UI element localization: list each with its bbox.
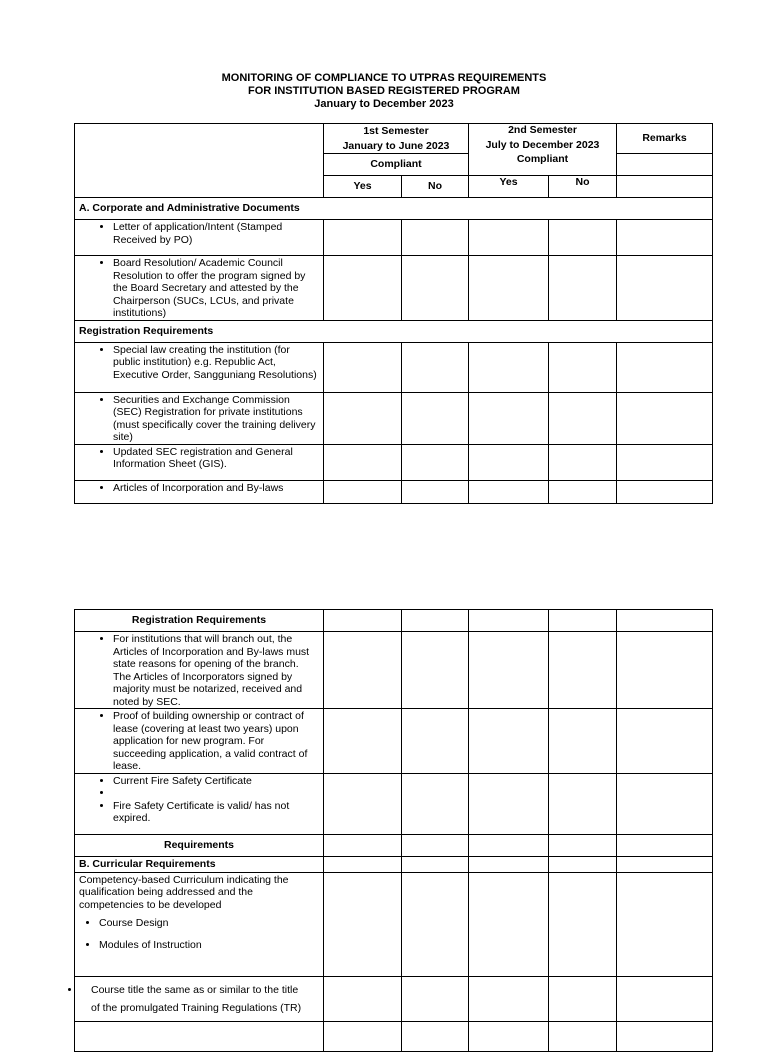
empty-cell [469, 856, 549, 872]
header-subtitle: FOR INSTITUTION BASED REGISTERED PROGRAM [248, 85, 520, 97]
sem1-header [324, 124, 469, 154]
empty-cell [549, 444, 617, 480]
course-title-line-2: of the promulgated Training Regulations (TR) [91, 1001, 302, 1014]
empty-cell [617, 342, 713, 392]
sem1-range: January to June 2023 [342, 139, 450, 152]
empty-cell [469, 392, 549, 444]
empty-cell [617, 392, 713, 444]
list-item: • Current Fire Safety Certificate [113, 775, 319, 788]
remarks-header: Remarks [617, 124, 713, 154]
empty-cell [549, 392, 617, 444]
empty-cell [617, 220, 713, 256]
empty-cell [324, 709, 402, 774]
empty-cell [617, 480, 713, 503]
empty-cell [469, 480, 549, 503]
table-row [75, 256, 324, 321]
empty-cell [402, 220, 469, 256]
curriculum-text: Competency-based Curriculum indicating the qualification being addressed and the competencies to be developed [79, 873, 289, 911]
empty-cell [324, 342, 402, 392]
header-title: MONITORING OF COMPLIANCE TO UTPRAS REQUIREMENTS [221, 72, 547, 84]
empty-cell [549, 1021, 617, 1051]
empty-cell [324, 834, 402, 856]
empty-cell [324, 392, 402, 444]
empty-cell [324, 256, 402, 321]
empty-cell [549, 610, 617, 632]
blank-header-cell [75, 124, 324, 198]
empty-cell [617, 709, 713, 774]
empty-cell [549, 872, 617, 976]
header-period: January to December 2023 [314, 98, 454, 110]
table-row [75, 220, 324, 256]
table-row [75, 392, 324, 444]
empty-cell [402, 342, 469, 392]
list-item: • For institutions that will branch out, the Articles of Incorporation and By-laws must state reasons for opening of the branch. The Articles of Incorporators signed by majority must be notarized, received and noted by SEC. [113, 633, 319, 708]
empty-cell [402, 392, 469, 444]
sem2-title: 2nd Semester [508, 124, 577, 136]
empty-cell [324, 773, 402, 834]
course-title-line-1: • Course title the same as or similar to the title [91, 983, 299, 996]
list-item: • Special law creating the institution (for public institution) e.g. Republic Act, Executive Order, Sangguniang Resolutions) [113, 344, 319, 382]
sem2-range: July to December 2023 [485, 138, 600, 151]
empty-cell [402, 480, 469, 503]
sem1-no: No [402, 176, 469, 198]
empty-cell [617, 256, 713, 321]
sem2-no: No [549, 176, 617, 198]
empty-cell [469, 220, 549, 256]
table-row [75, 444, 324, 480]
empty-cell [469, 872, 549, 976]
empty-cell [469, 834, 549, 856]
empty-cell [617, 856, 713, 872]
registration-heading-2: Registration Requirements [75, 610, 324, 632]
empty-cell [549, 342, 617, 392]
table-row [75, 632, 324, 709]
table-row [75, 480, 324, 503]
empty-cell [617, 773, 713, 834]
empty-cell [402, 632, 469, 709]
empty-cell [549, 256, 617, 321]
empty-cell [324, 976, 402, 1021]
table-row [75, 976, 324, 1021]
empty-cell [617, 834, 713, 856]
empty-cell [617, 444, 713, 480]
sem2-compliant: Compliant [516, 153, 569, 165]
empty-cell [549, 773, 617, 834]
remarks-blank [617, 154, 713, 176]
list-item [81, 981, 319, 1017]
compliance-table-2 [74, 609, 713, 1052]
empty-cell [402, 976, 469, 1021]
empty-cell [469, 610, 549, 632]
empty-cell [324, 610, 402, 632]
compliance-table-1 [74, 123, 713, 504]
sem1-compliant: Compliant [324, 154, 469, 176]
document-header [0, 72, 768, 111]
empty-cell [469, 1021, 549, 1051]
empty-cell [402, 856, 469, 872]
empty-cell [324, 444, 402, 480]
list-item [113, 787, 319, 800]
section-a-heading: A. Corporate and Administrative Documents [75, 198, 713, 220]
empty-cell [324, 1021, 402, 1051]
empty-cell [469, 709, 549, 774]
list-item: • Updated SEC registration and General Information Sheet (GIS). [113, 446, 319, 471]
empty-cell [402, 444, 469, 480]
empty-cell [324, 480, 402, 503]
list-item: • Modules of Instruction [99, 939, 319, 952]
empty-cell [402, 709, 469, 774]
empty-cell [324, 632, 402, 709]
list-item: • Course Design [99, 917, 319, 930]
sem2-yes: Yes [469, 176, 549, 198]
sem1-title: 1st Semester [363, 125, 429, 137]
empty-cell [402, 773, 469, 834]
list-item: • Letter of application/Intent (Stamped Received by PO) [113, 221, 319, 246]
empty-cell [469, 632, 549, 709]
empty-cell [75, 1021, 324, 1051]
table-row [75, 773, 324, 834]
empty-cell [549, 856, 617, 872]
table-row [75, 872, 324, 976]
list-item: • Fire Safety Certificate is valid/ has not expired. [113, 800, 319, 825]
list-item: • Securities and Exchange Commission (SEC) Registration for private institutions (must specifically cover the training delivery site) [113, 394, 319, 444]
table-row [75, 709, 324, 774]
empty-cell [617, 176, 713, 198]
list-item: • Board Resolution/ Academic Council Resolution to offer the program signed by the Board Secretary and attested by the Chairperson (SUCs, LCUs, and private institutions) [113, 257, 319, 320]
empty-cell [324, 856, 402, 872]
empty-cell [324, 872, 402, 976]
empty-cell [402, 256, 469, 321]
sem2-header [469, 124, 617, 176]
sem1-yes: Yes [324, 176, 402, 198]
requirements-heading: Requirements [75, 834, 324, 856]
empty-cell [469, 773, 549, 834]
empty-cell [617, 1021, 713, 1051]
empty-cell [549, 834, 617, 856]
empty-cell [402, 872, 469, 976]
empty-cell [402, 610, 469, 632]
empty-cell [549, 480, 617, 503]
empty-cell [549, 632, 617, 709]
empty-cell [469, 256, 549, 321]
table-row [75, 342, 324, 392]
list-item: • Proof of building ownership or contract of lease (covering at least two years) upon application for new program. For succeeding application, a valid contract of lease. [113, 710, 319, 773]
empty-cell [402, 834, 469, 856]
empty-cell [469, 342, 549, 392]
empty-cell [549, 976, 617, 1021]
empty-cell [549, 220, 617, 256]
empty-cell [617, 872, 713, 976]
empty-cell [324, 220, 402, 256]
list-item: • Articles of Incorporation and By-laws [113, 482, 319, 495]
registration-heading: Registration Requirements [75, 320, 713, 342]
empty-cell [469, 444, 549, 480]
empty-cell [617, 632, 713, 709]
empty-cell [402, 1021, 469, 1051]
section-b-heading: B. Curricular Requirements [75, 856, 324, 872]
empty-cell [469, 976, 549, 1021]
empty-cell [549, 709, 617, 774]
empty-cell [617, 976, 713, 1021]
empty-cell [617, 610, 713, 632]
